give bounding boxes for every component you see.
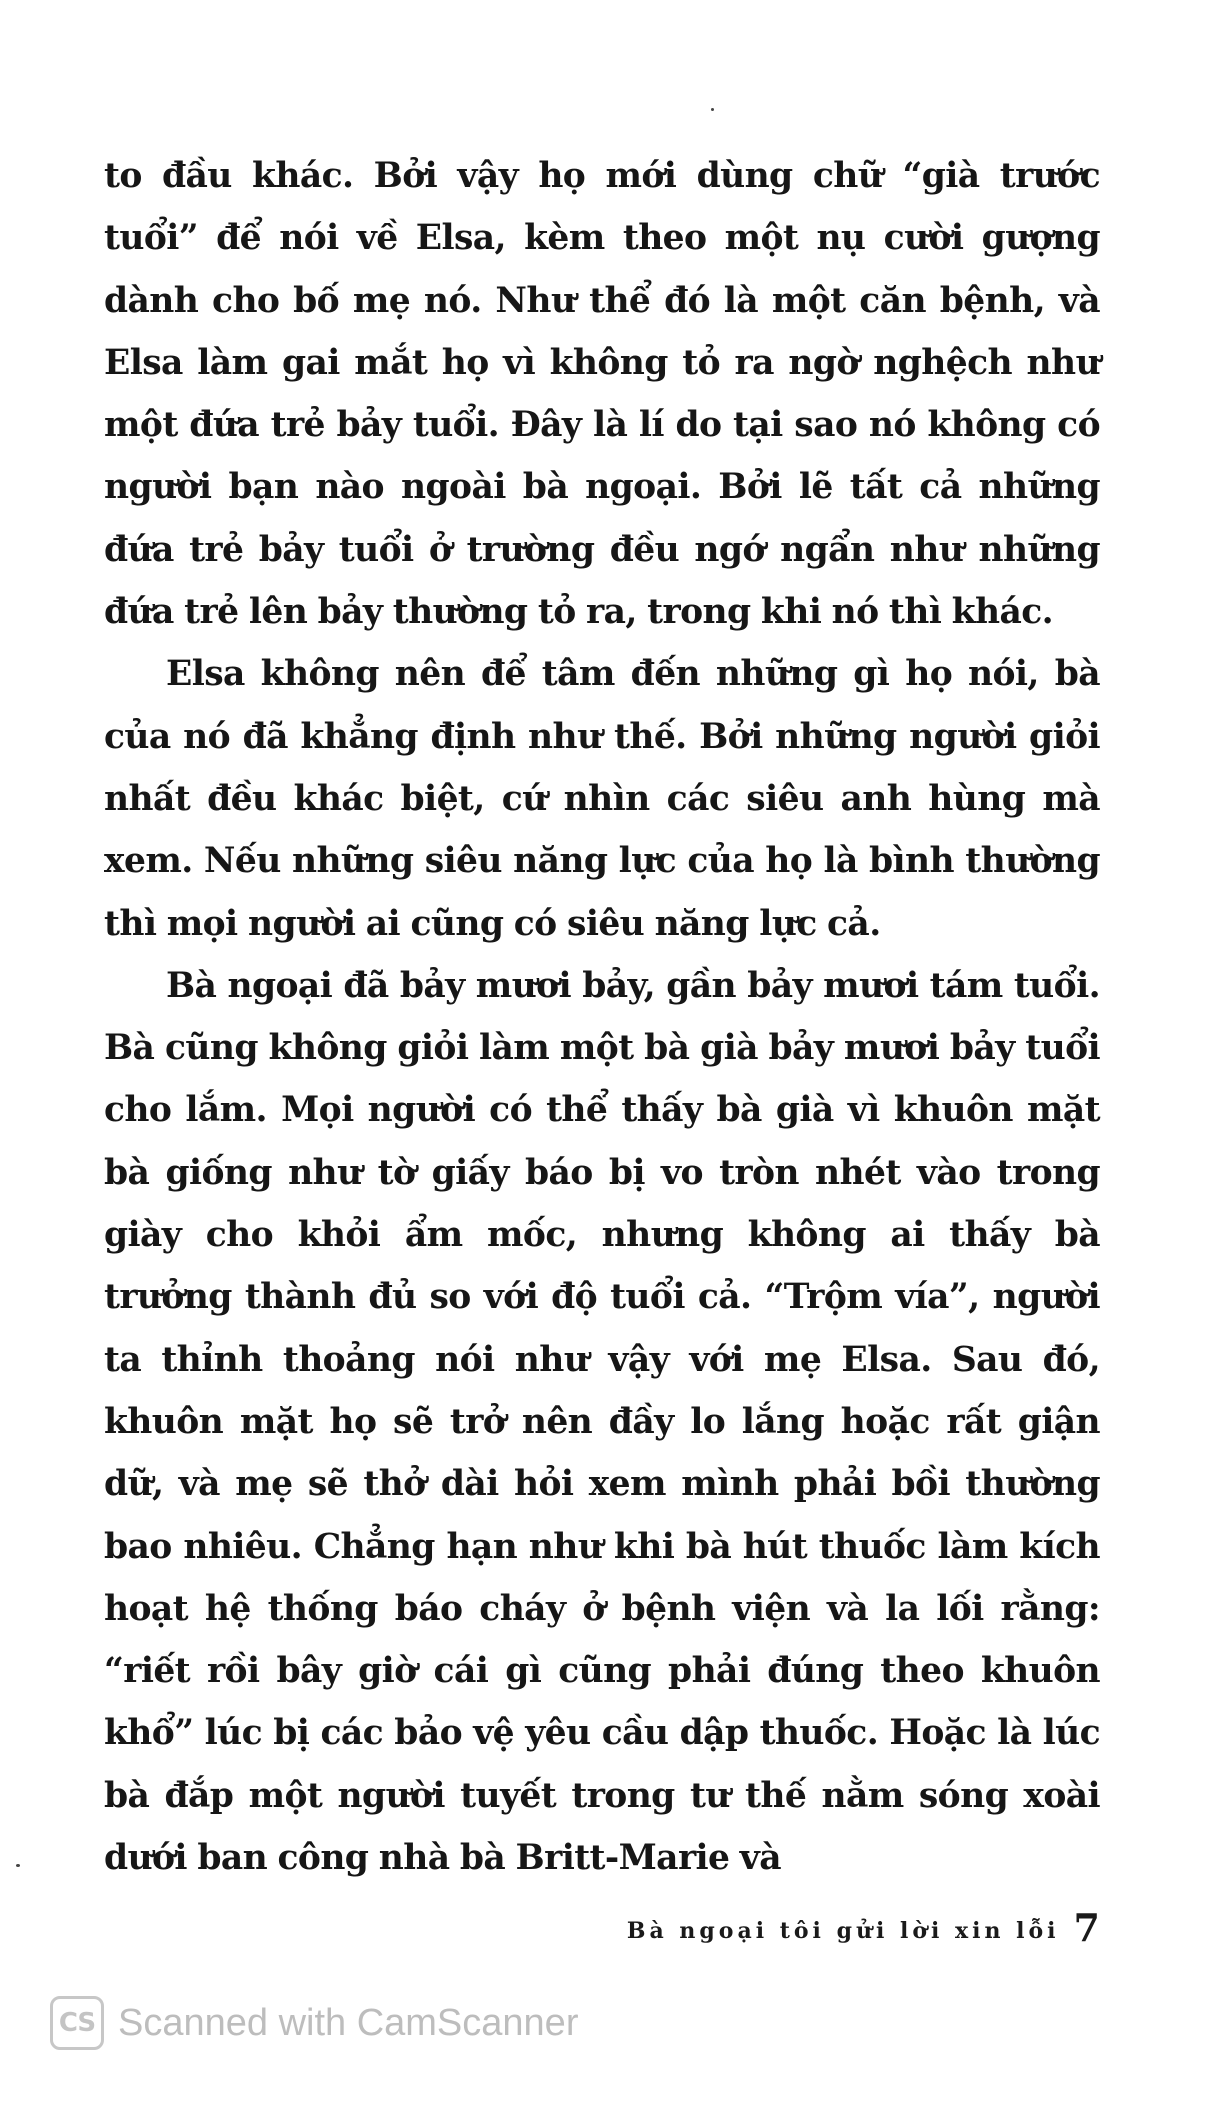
page-number: 7 <box>1073 1905 1100 1950</box>
camscanner-logo-icon: CS <box>50 1996 104 2050</box>
scan-speck <box>711 108 714 111</box>
running-title: Bà ngoại tôi gửi lời xin lỗi <box>626 1918 1060 1944</box>
page-footer <box>0 1902 1100 1950</box>
watermark-text: Scanned with CamScanner <box>118 2001 579 2044</box>
camscanner-watermark <box>50 1996 578 2050</box>
paragraph-continued: to đầu khác. Bởi vậy họ mới dùng chữ “già trước tuổi” để nói về Elsa, kèm theo một nụ cười gượng dành cho bố mẹ nó. Như thể đó là một căn bệnh, và Elsa làm gai mắt họ vì không tỏ ra ngờ nghệch như một đứa trẻ bảy tuổi. Đây là lí do tại sao nó không có người bạn nào ngoài bà ngoại. Bởi lẽ tất cả những đứa trẻ bảy tuổi ở trường đều ngớ ngẩn như những đứa trẻ lên bảy thường tỏ ra, trong khi nó thì khác. <box>104 156 1100 633</box>
paragraph: Elsa không nên để tâm đến những gì họ nói, bà của nó đã khẳng định như thế. Bởi những người giỏi nhất đều khác biệt, cứ nhìn các siêu anh hùng mà xem. Nếu những siêu năng lực của họ là bình thường thì mọi người ai cũng có siêu năng lực cả. <box>104 654 1100 944</box>
body-text <box>104 145 1100 1889</box>
scan-speck <box>16 1864 20 1867</box>
paragraph: Bà ngoại đã bảy mươi bảy, gần bảy mươi tám tuổi. Bà cũng không giỏi làm một bà già bảy mươi bảy tuổi cho lắm. Mọi người có thể thấy bà già vì khuôn mặt bà giống như tờ giấy báo bị vo tròn nhét vào trong giày cho khỏi ẩm mốc, nhưng không ai thấy bà trưởng thành đủ so với độ tuổi cả. “Trộm vía”, người ta thỉnh thoảng nói như vậy với mẹ Elsa. Sau đó, khuôn mặt họ sẽ trở nên đầy lo lắng hoặc rất giận dữ, và mẹ sẽ thở dài hỏi xem mình phải bồi thường bao nhiêu. Chẳng hạn như khi bà hút thuốc làm kích hoạt hệ thống báo cháy ở bệnh viện và la lối rằng: “riết rồi bây giờ cái gì cũng phải đúng theo khuôn khổ” lúc bị các bảo vệ yêu cầu dập thuốc. Hoặc là lúc bà đắp một người tuyết trong tư thế nằm sóng xoài dưới ban công nhà bà Britt-Marie và <box>104 965 1100 1879</box>
